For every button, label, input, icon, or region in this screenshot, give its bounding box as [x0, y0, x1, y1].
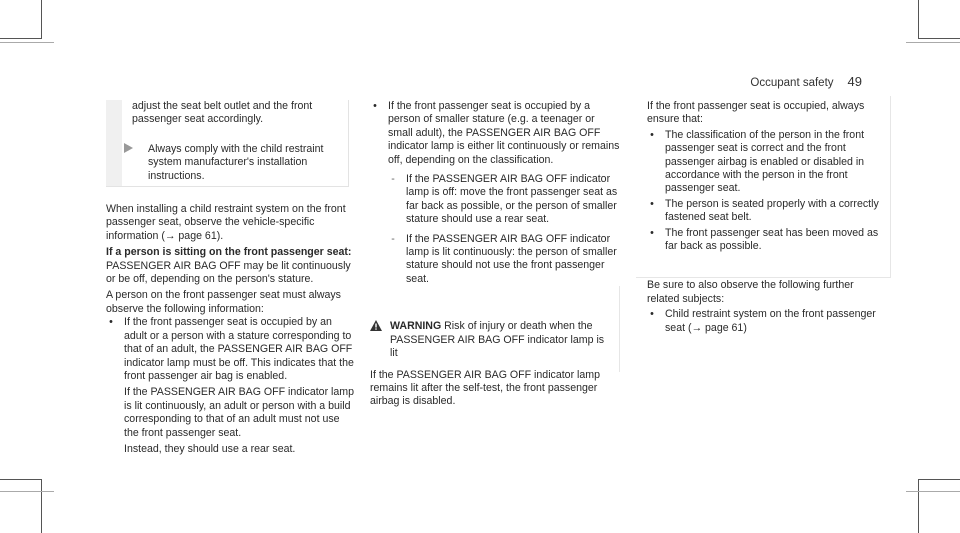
warning-header: [370, 320, 612, 360]
crop-mark: [41, 0, 42, 38]
crop-mark: [41, 479, 42, 533]
bullet-text: The classification of the person in the front passenger seat is correct and the front passenger airbag is enabled or disabled in accordance with the person in the front passenger seat.: [665, 128, 865, 195]
bullet-text: Child restraint system on the front passenger seat (→ page 61): [665, 308, 876, 334]
bullet-icon: •: [373, 100, 377, 112]
crop-mark: [0, 491, 54, 492]
crop-mark: [906, 42, 960, 43]
list-item: [647, 198, 883, 225]
bullet-text: The front passenger seat has been moved as far back as possible.: [665, 226, 879, 253]
bullet-icon: •: [650, 197, 654, 210]
bullet-text: The person is seated properly with a correctly fastened seat belt.: [665, 197, 879, 224]
dash-icon: -: [391, 173, 395, 186]
bullet-icon: •: [109, 316, 113, 329]
crop-mark: [0, 479, 42, 480]
box-border: [106, 186, 348, 187]
warning-triangle-icon: [370, 320, 382, 332]
bullet-icon: •: [650, 226, 654, 239]
list-item: [647, 308, 883, 335]
crop-mark: [0, 38, 42, 39]
paragraph: When installing a child restraint system on the front passenger seat, observe the vehicle-specific information (→ page 61).: [106, 203, 346, 242]
box-border-right: [348, 100, 349, 187]
paragraph: Be sure to also observe the following further related subjects:: [647, 279, 854, 305]
bullet-text: If the front passenger seat is occupied by a person of smaller stature (e.g. a teenager or small adult), the PASSENGER AIR BAG OFF indicator lamp is either lit continuously or remains off, depending on the classification.: [388, 100, 620, 166]
list-item: [370, 100, 620, 286]
instruction-step: [124, 143, 344, 183]
column-1: [106, 100, 354, 456]
crop-mark: [918, 479, 919, 533]
column-3: [647, 100, 883, 335]
dash-text: If the PASSENGER AIR BAG OFF indicator lamp is off: move the front passenger seat as far back as possible, or the person of smaller stature should use a rear seat.: [406, 173, 618, 226]
step-text: Always comply with the child restraint system manufacturer's installation instructions.: [148, 142, 324, 182]
list-item: [106, 316, 354, 456]
bullet-text: If the front passenger seat is occupied by an adult or a person with a stature corresponding to that of an adult, the PASSENGER AIR BAG OFF indicator lamp must be off. This indicates that the front passenger air bag is enabled.: [124, 316, 354, 382]
subheading: If a person is sitting on the front passenger seat:: [106, 246, 352, 259]
crop-mark: [918, 0, 919, 38]
bullet-subtext: Instead, they should use a rear seat.: [124, 442, 296, 455]
page-header: [750, 74, 862, 89]
crop-mark: [0, 42, 54, 43]
dash-item: [388, 173, 620, 227]
paragraph: A person on the front passenger seat must always observe the following information:: [106, 289, 341, 315]
column-2: [370, 100, 620, 409]
box-intro: If the front passenger seat is occupied, always ensure that:: [647, 100, 865, 126]
box-content: [106, 100, 354, 183]
bullet-icon: •: [650, 128, 654, 141]
play-triangle-icon: [124, 143, 140, 183]
instruction-box: [106, 100, 354, 183]
warning-box: [370, 320, 620, 408]
box-text: adjust the seat belt outlet and the front passenger seat accordingly.: [132, 100, 313, 126]
paragraph: PASSENGER AIR BAG OFF may be lit continuously or be off, depending on the person's stature.: [106, 259, 351, 286]
warning-label: WARNING: [390, 320, 442, 333]
warning-body: If the PASSENGER AIR BAG OFF indicator lamp remains lit after the self-test, the front passenger airbag is disabled.: [370, 368, 600, 408]
page-number: 49: [847, 74, 862, 89]
dash-item: [388, 233, 620, 287]
crop-mark: [918, 479, 960, 480]
dash-text: If the PASSENGER AIR BAG OFF indicator lamp is lit continuously: the person of smaller stature should not use the front passenger seat.: [406, 232, 617, 285]
list-item: [647, 227, 883, 254]
section-title: Occupant safety: [750, 77, 834, 89]
crop-mark: [906, 491, 960, 492]
list-item: [647, 129, 883, 196]
box-shade: [106, 100, 122, 186]
bullet-subtext: If the PASSENGER AIR BAG OFF indicator lamp is lit continuously, an adult or person with a build corresponding to that of an adult must not use the front passenger seat.: [124, 386, 354, 439]
warning-border: [619, 286, 620, 372]
dash-icon: -: [391, 232, 395, 245]
bullet-icon: •: [650, 308, 654, 321]
crop-mark: [918, 38, 960, 39]
warning-heading: Risk of injury or death when the PASSENGER AIR BAG OFF indicator lamp is lit: [390, 320, 605, 360]
